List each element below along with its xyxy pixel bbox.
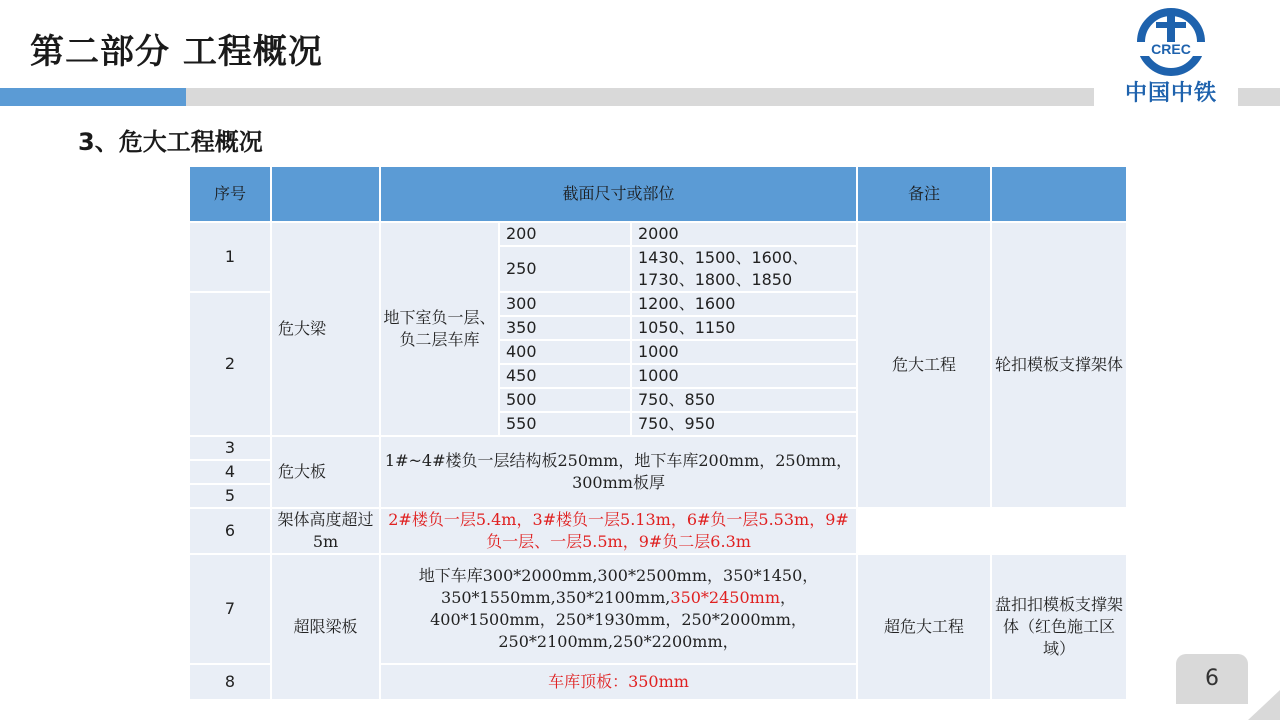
over-limit-description (380, 554, 857, 664)
table-row (189, 508, 1127, 554)
beam-location: 地下室负一层、负二层车库 (380, 222, 499, 436)
over-limit-text-a: 地下车库300*2000mm,300*2500mm，350*1450，350*1550mm,350*2100mm, (418, 566, 819, 607)
over-limit-text-red: 350*2450mm (670, 588, 780, 607)
crec-logo-icon (1116, 8, 1226, 78)
beam-height: 1000 (631, 364, 857, 388)
table-header-row (189, 166, 1127, 222)
header-blank-2 (991, 166, 1127, 222)
beam-width: 400 (499, 340, 631, 364)
table-row (189, 222, 1127, 246)
header-bar (186, 88, 1094, 106)
beam-height: 1000 (631, 340, 857, 364)
page-corner-decoration (1248, 690, 1280, 720)
slab-description: 1#~4#楼负一层结构板250mm，地下车库200mm，250mm，300mm板厚 (380, 436, 857, 508)
hazard-table (188, 165, 1128, 701)
beam-label: 危大梁 (271, 222, 380, 436)
header-remark: 备注 (857, 166, 991, 222)
beam-height: 1200、1600 (631, 292, 857, 316)
row-number: 6 (189, 508, 271, 554)
row-number: 2 (189, 292, 271, 436)
roof-slab-description: 车库顶板：350mm (380, 664, 857, 700)
logo-letters: CREC (1151, 41, 1191, 57)
remark-dangerous: 危大工程 (857, 222, 991, 508)
beam-width: 250 (499, 246, 631, 292)
header-blank-1 (271, 166, 380, 222)
height-description: 2#楼负一层5.4m，3#楼负一层5.13m，6#负一层5.53m，9#负一层、一层5.5m，9#负二层6.3m (380, 508, 857, 554)
beam-width: 300 (499, 292, 631, 316)
section-title: 3、危大工程概况 (78, 128, 263, 156)
slab-label: 危大板 (271, 436, 380, 508)
crec-logo (1116, 8, 1226, 108)
page-title: 第二部分 工程概况 (30, 32, 323, 72)
beam-width: 450 (499, 364, 631, 388)
remark-super-dangerous: 超危大工程 (857, 554, 991, 700)
support-type-2: 盘扣扣模板支撑架体（红色施工区域） (991, 554, 1127, 700)
beam-height: 2000 (631, 222, 857, 246)
beam-width: 500 (499, 388, 631, 412)
logo-text: 中国中铁 (1124, 81, 1217, 106)
table-row (189, 554, 1127, 664)
header-section: 截面尺寸或部位 (380, 166, 857, 222)
row-number: 5 (189, 484, 271, 508)
height-label: 架体高度超过5m (271, 508, 380, 554)
beam-width: 200 (499, 222, 631, 246)
header-bar-accent (0, 88, 186, 106)
row-number: 7 (189, 554, 271, 664)
support-type-1: 轮扣模板支撑架体 (991, 222, 1127, 508)
beam-height: 1430、1500、1600、1730、1800、1850 (631, 246, 857, 292)
row-number: 1 (189, 222, 271, 292)
over-limit-label: 超限梁板 (271, 554, 380, 700)
header-seq: 序号 (189, 166, 271, 222)
beam-height: 750、950 (631, 412, 857, 436)
row-number: 3 (189, 436, 271, 460)
header-bar-end (1238, 88, 1280, 106)
beam-width: 350 (499, 316, 631, 340)
row-number: 8 (189, 664, 271, 700)
beam-height: 750、850 (631, 388, 857, 412)
page-number: 6 (1176, 654, 1248, 704)
beam-height: 1050、1150 (631, 316, 857, 340)
beam-width: 550 (499, 412, 631, 436)
over-limit-text-b: ，400*1500mm，250*1930mm，250*2000mm，250*2100mm,250*2200mm， (430, 588, 807, 651)
row-number: 4 (189, 460, 271, 484)
